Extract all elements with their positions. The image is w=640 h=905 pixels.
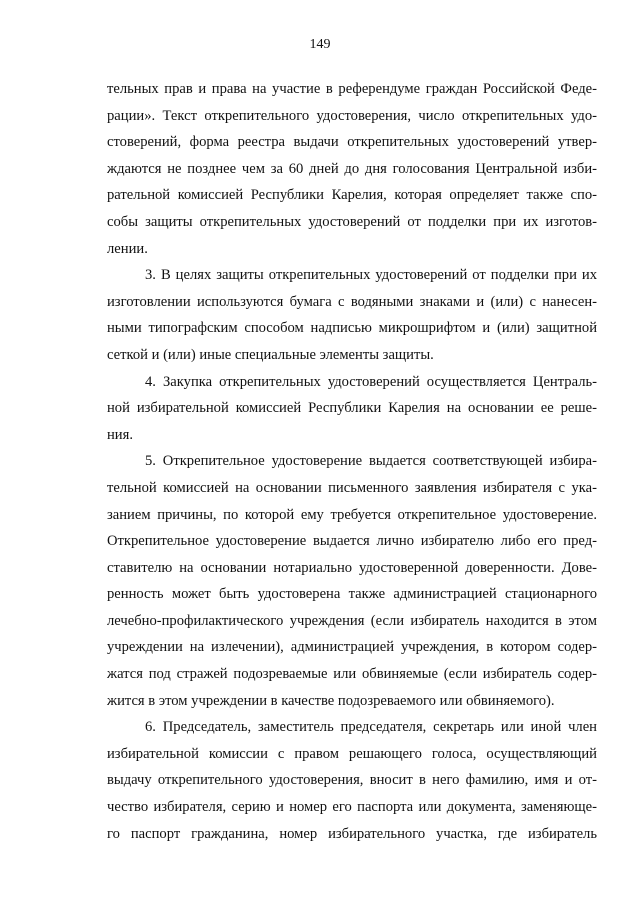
- text-line: выдачу открепительного удостоверения, вносит в него фамилию, имя и от-: [107, 772, 597, 789]
- text-line: ждаются не позднее чем за 60 дней до дня голосования Центральной изби-: [107, 160, 597, 177]
- text-line: Открепительное удостоверение выдается лично избирателю либо его пред-: [107, 533, 597, 550]
- text-line: ными типографским способом надписью микрошрифтом и (или) защитной: [107, 320, 597, 337]
- text-line: чество избирателя, серию и номер его паспорта или документа, заменяюще-: [107, 799, 597, 816]
- text-line: лечебно-профилактического учреждения (если избиратель находится в этом: [107, 612, 597, 629]
- text-line: 4. Закупка открепительных удостоверений осуществляется Централь-: [145, 373, 597, 390]
- text-line: стоверений, форма реестра выдачи открепительных удостоверений утвер-: [107, 134, 597, 151]
- text-line: рации». Текст открепительного удостоверения, число открепительных удо-: [107, 107, 597, 124]
- text-line: учреждении на излечении), администрацией учреждения, в котором содер-: [107, 639, 597, 656]
- text-line: ния.: [107, 426, 133, 443]
- text-line: изготовлении используются бумага с водяными знаками и (или) с нанесен-: [107, 293, 597, 310]
- text-line: 3. В целях защиты открепительных удостоверений от подделки при их: [145, 267, 597, 284]
- text-line: занием причины, по которой ему требуется открепительное удостоверение.: [107, 506, 597, 523]
- text-line: сеткой и (или) иные специальные элементы защиты.: [107, 346, 434, 363]
- text-line: избирательной комиссии с правом решающего голоса, осуществляющий: [107, 745, 597, 762]
- text-line: лении.: [107, 240, 148, 257]
- text-line: го паспорт гражданина, номер избирательного участка, где избиратель: [107, 825, 597, 842]
- text-line: жатся под стражей подозреваемые или обвиняемые (если избиратель содер-: [107, 666, 597, 683]
- text-line: ставителю на основании нотариально удостоверенной доверенности. Дове-: [107, 559, 597, 576]
- text-line: ренность может быть удостоверена также администрацией стационарного: [107, 586, 597, 603]
- text-line: 5. Открепительное удостоверение выдается соответствующей избира-: [145, 453, 597, 470]
- text-line: тельной комиссией на основании письменного заявления избирателя с ука-: [107, 479, 597, 496]
- text-line: рательной комиссией Республики Карелия, которая определяет также спо-: [107, 187, 597, 204]
- page-number: 149: [309, 37, 331, 52]
- text-line: тельных прав и права на участие в референдуме граждан Российской Феде-: [107, 81, 597, 97]
- body-text: [107, 76, 597, 847]
- text-line: ной избирательной комиссией Республики Карелия на основании ее реше-: [107, 400, 597, 417]
- text-line: жится в этом учреждении в качестве подозреваемого или обвиняемого).: [107, 692, 555, 709]
- text-line: собы защиты открепительных удостоверений от подделки при их изготов-: [107, 213, 597, 230]
- text-line: 6. Председатель, заместитель председателя, секретарь или иной член: [145, 719, 597, 736]
